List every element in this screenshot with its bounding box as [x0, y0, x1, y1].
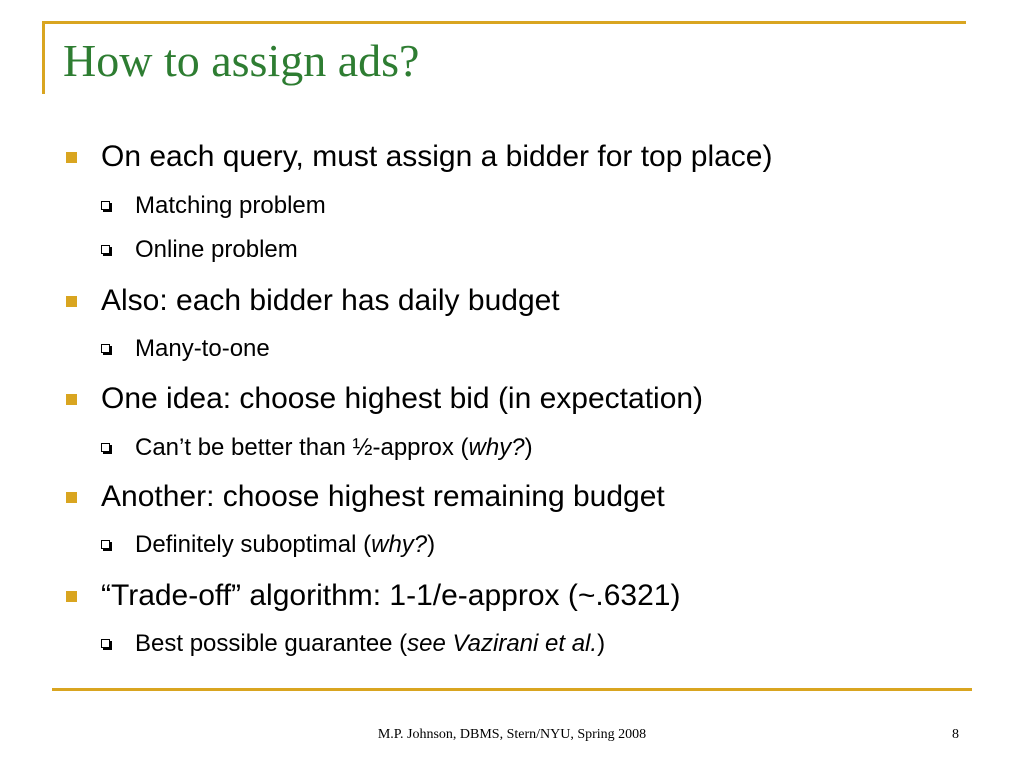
sub-bullet-item	[101, 530, 435, 560]
square-bullet-icon	[66, 591, 77, 602]
hollow-square-bullet-icon	[101, 443, 110, 452]
page-number: 8	[952, 727, 959, 742]
sub-bullet-text-post: )	[524, 434, 533, 461]
slide-footer: M.P. Johnson, DBMS, Stern/NYU, Spring 2008	[377, 727, 647, 742]
bullet-item	[66, 381, 703, 417]
hollow-square-bullet-icon	[101, 245, 110, 254]
square-bullet-icon	[66, 296, 77, 307]
sub-bullet-text: Online problem	[135, 236, 298, 263]
bullet-item	[66, 139, 772, 175]
bullet-text: One idea: choose highest bid (in expectation)	[101, 382, 704, 415]
hollow-square-bullet-icon	[101, 201, 110, 210]
sub-bullet-item	[101, 334, 270, 364]
sub-bullet-text-pre: Best possible guarantee (	[135, 630, 408, 657]
sub-bullet-item	[101, 629, 605, 659]
bullet-item	[66, 479, 665, 515]
bullet-item	[66, 578, 680, 614]
sub-bullet-text	[135, 433, 533, 463]
sub-bullet-text: Matching problem	[135, 192, 326, 219]
sub-bullet-text: Many-to-one	[135, 335, 270, 362]
sub-bullet-text	[135, 629, 605, 659]
footer-rule	[52, 688, 972, 691]
square-bullet-icon	[66, 152, 77, 163]
bullet-text: On each query, must assign a bidder for top place)	[101, 140, 773, 173]
hollow-square-bullet-icon	[101, 344, 110, 353]
bullet-text: Another: choose highest remaining budget	[101, 480, 665, 513]
bullet-text: “Trade-off” algorithm: 1-1/e-approx (~.6321)	[101, 579, 681, 612]
sub-bullet-text-italic: why?	[468, 434, 525, 461]
sub-bullet-item	[101, 191, 326, 221]
hollow-square-bullet-icon	[101, 639, 110, 648]
sub-bullet-text-pre: Can’t be better than ½-approx (	[135, 434, 469, 461]
sub-bullet-text-italic: why?	[371, 531, 428, 558]
hollow-square-bullet-icon	[101, 540, 110, 549]
sub-bullet-text	[135, 530, 435, 560]
bullet-item	[66, 283, 560, 319]
square-bullet-icon	[66, 492, 77, 503]
slide-title: How to assign ads?	[63, 35, 420, 86]
sub-bullet-text-pre: Definitely suboptimal (	[135, 531, 372, 558]
bullet-text: Also: each bidder has daily budget	[101, 284, 560, 317]
sub-bullet-text-italic: see Vazirani et al.	[407, 630, 598, 657]
sub-bullet-text-post: )	[597, 630, 606, 657]
sub-bullet-text-post: )	[427, 531, 436, 558]
square-bullet-icon	[66, 394, 77, 405]
sub-bullet-item	[101, 235, 298, 265]
sub-bullet-item	[101, 433, 533, 463]
